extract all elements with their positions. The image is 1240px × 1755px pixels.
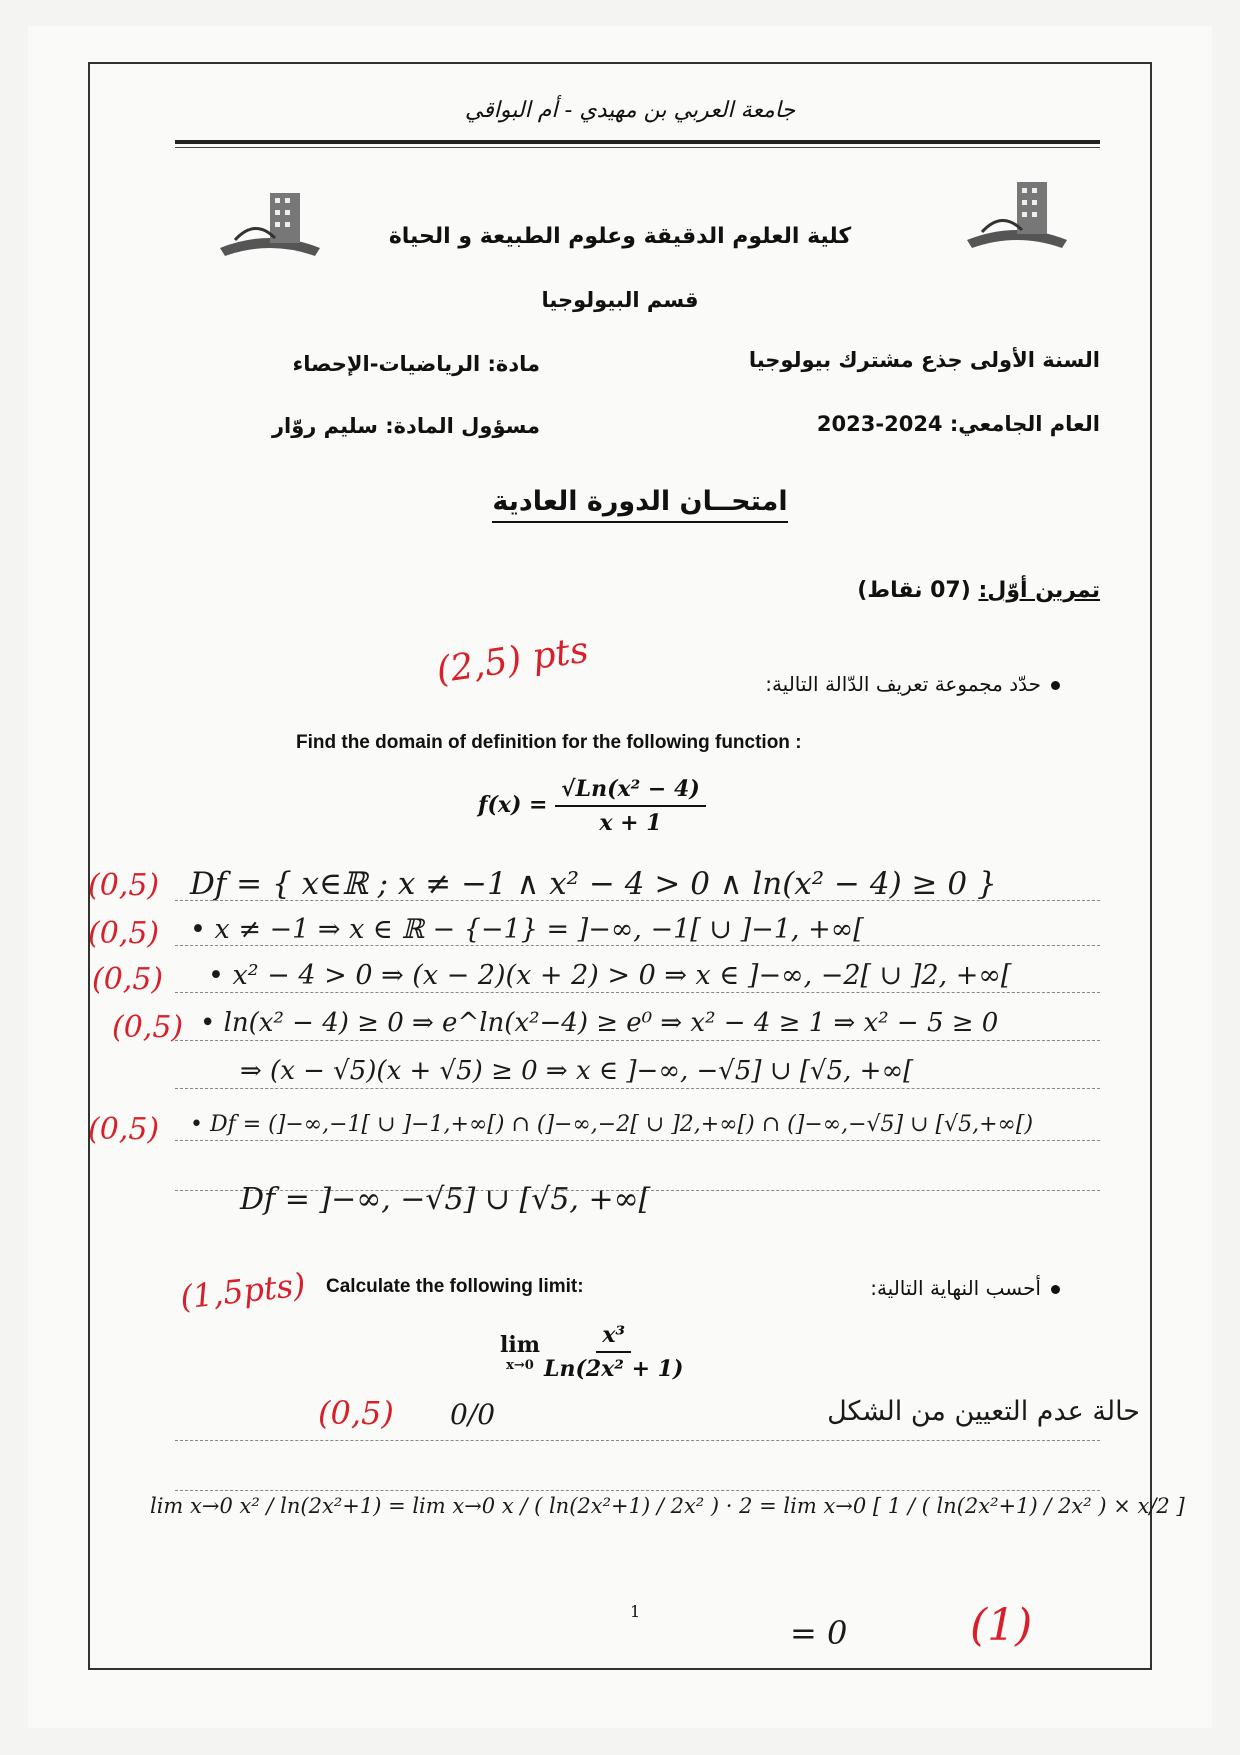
answer-rule (175, 992, 1100, 993)
q1-formula-lhs: f(x) = (478, 792, 548, 818)
q1-line2-text: • x ≠ −1 ⇒ x ∈ ℝ − {−1} = ]−∞, −1[ ∪ ]−1, +∞[ (190, 914, 864, 945)
answer-rule (175, 1440, 1100, 1441)
university-logo-left (215, 178, 325, 268)
q1-line4-text: • ln(x² − 4) ≥ 0 ⇒ e^ln(x²−4) ≥ e⁰ ⇒ x² − 4 ≥ 1 ⇒ x² − 5 ≥ 0 (200, 1008, 999, 1038)
q2-answer-arabic: حالة عدم التعيين من الشكل (827, 1396, 1140, 1427)
q1-line4-mark: (0,5) (112, 1010, 184, 1045)
q1-grade-note: (2,5) pts (433, 629, 591, 692)
q1-line3-mark: (0,5) (92, 962, 164, 997)
subject-responsible: مسؤول المادة: سليم روّار (271, 414, 540, 438)
exercise-1-points: (07 نقاط) (857, 578, 971, 603)
q1-line1-mark: (0,5) (88, 868, 160, 903)
q2-formula-denominator: Ln(2x² + 1) (544, 1356, 684, 1382)
q1-bullet (1051, 681, 1060, 690)
q2-lim: lim (500, 1331, 540, 1358)
q1-arabic-prompt (640, 672, 1060, 696)
q1-line6-mark: (0,5) (88, 1112, 160, 1147)
q1-formula-fraction (555, 776, 706, 836)
q2-formula-fraction (544, 1322, 683, 1382)
q1-function-formula (478, 776, 706, 836)
header-rule (175, 140, 1100, 144)
q1-line5-text: ⇒ (x − √5)(x + √5) ≥ 0 ⇒ x ∈ ]−∞, −√5] ∪ [√5, +∞[ (240, 1056, 914, 1086)
exercise-1-title: تمرين أوّل: (978, 578, 1100, 603)
department-name: قسم البيولوجيا (541, 288, 699, 312)
q2-arabic-text: أحسب النهاية التالية: (870, 1276, 1041, 1300)
q2-answer-formula: lim x→0 x² / ln(2x²+1) = lim x→0 x / ( ln(2x²+1) / 2x² ) · 2 = lim x→0 [ 1 / ( ln(2x²+1) / 2x² ) × x/2 ] (150, 1494, 1185, 1518)
q2-formula-numerator: x³ (596, 1322, 631, 1353)
q1-formula-numerator: √Ln(x² − 4) (555, 776, 706, 807)
q2-result-mark: (1) (970, 1600, 1033, 1651)
exam-title-text: امتحــان الدورة العادية (492, 486, 787, 523)
university-logo-right (962, 170, 1072, 260)
q1-formula-denominator: x + 1 (599, 810, 662, 836)
answer-rule (175, 1088, 1100, 1089)
exam-title (470, 486, 810, 517)
page-number: 1 (630, 1602, 641, 1621)
q1-line6-text: • Df = (]−∞,−1[ ∪ ]−1,+∞[) ∩ (]−∞,−2[ ∪ ]2,+∞[) ∩ (]−∞,−√5] ∪ [√5,+∞[) (190, 1112, 1034, 1137)
q1-line2-mark: (0,5) (88, 916, 160, 951)
answer-rule (175, 945, 1100, 946)
q2-bullet (1051, 1285, 1060, 1294)
q2-answer-form: 0/0 (450, 1398, 496, 1431)
answer-rule (175, 1490, 1100, 1491)
subject-label: مادة: الرياضيات-الإحصاء (292, 352, 540, 376)
academic-year: العام الجامعي: 2024-2023 (816, 412, 1100, 436)
q1-english-prompt: Find the domain of definition for the following function : (296, 732, 802, 753)
exercise-1-heading (780, 578, 1100, 603)
q1-line3-text: • x² − 4 > 0 ⇒ (x − 2)(x + 2) > 0 ⇒ x ∈ ]−∞, −2[ ∪ ]2, +∞[ (208, 960, 1012, 991)
header-rule-thin (175, 147, 1100, 148)
university-name: جامعة العربي بن مهيدي - أم البواقي (464, 98, 796, 123)
q1-line1-text: Df = { x∈ℝ ; x ≠ −1 ∧ x² − 4 > 0 ∧ ln(x² − 4) ≥ 0 } (190, 866, 997, 902)
q1-result-text: Df = ]−∞, −√5] ∪ [√5, +∞[ (240, 1182, 651, 1217)
q2-grade-note: (1,5pts) (178, 1265, 308, 1317)
faculty-name: كلية العلوم الدقيقة وعلوم الطبيعة و الحياة (388, 224, 852, 249)
q1-arabic-text: حدّد مجموعة تعريف الدّالة التالية: (765, 672, 1041, 696)
q2-limit-formula (500, 1322, 683, 1382)
year-label: السنة الأولى جذع مشترك بيولوجيا (748, 348, 1100, 372)
q2-english-prompt: Calculate the following limit: (326, 1276, 584, 1297)
q2-limit-operator (500, 1332, 540, 1373)
q2-lim-sub: x→0 (506, 1357, 534, 1373)
answer-rule (175, 1140, 1100, 1141)
q2-answer-result: = 0 (790, 1614, 848, 1652)
answer-rule (175, 1040, 1100, 1041)
q2-arabic-prompt (740, 1276, 1060, 1300)
q2-answer-mark: (0,5) (318, 1394, 394, 1432)
